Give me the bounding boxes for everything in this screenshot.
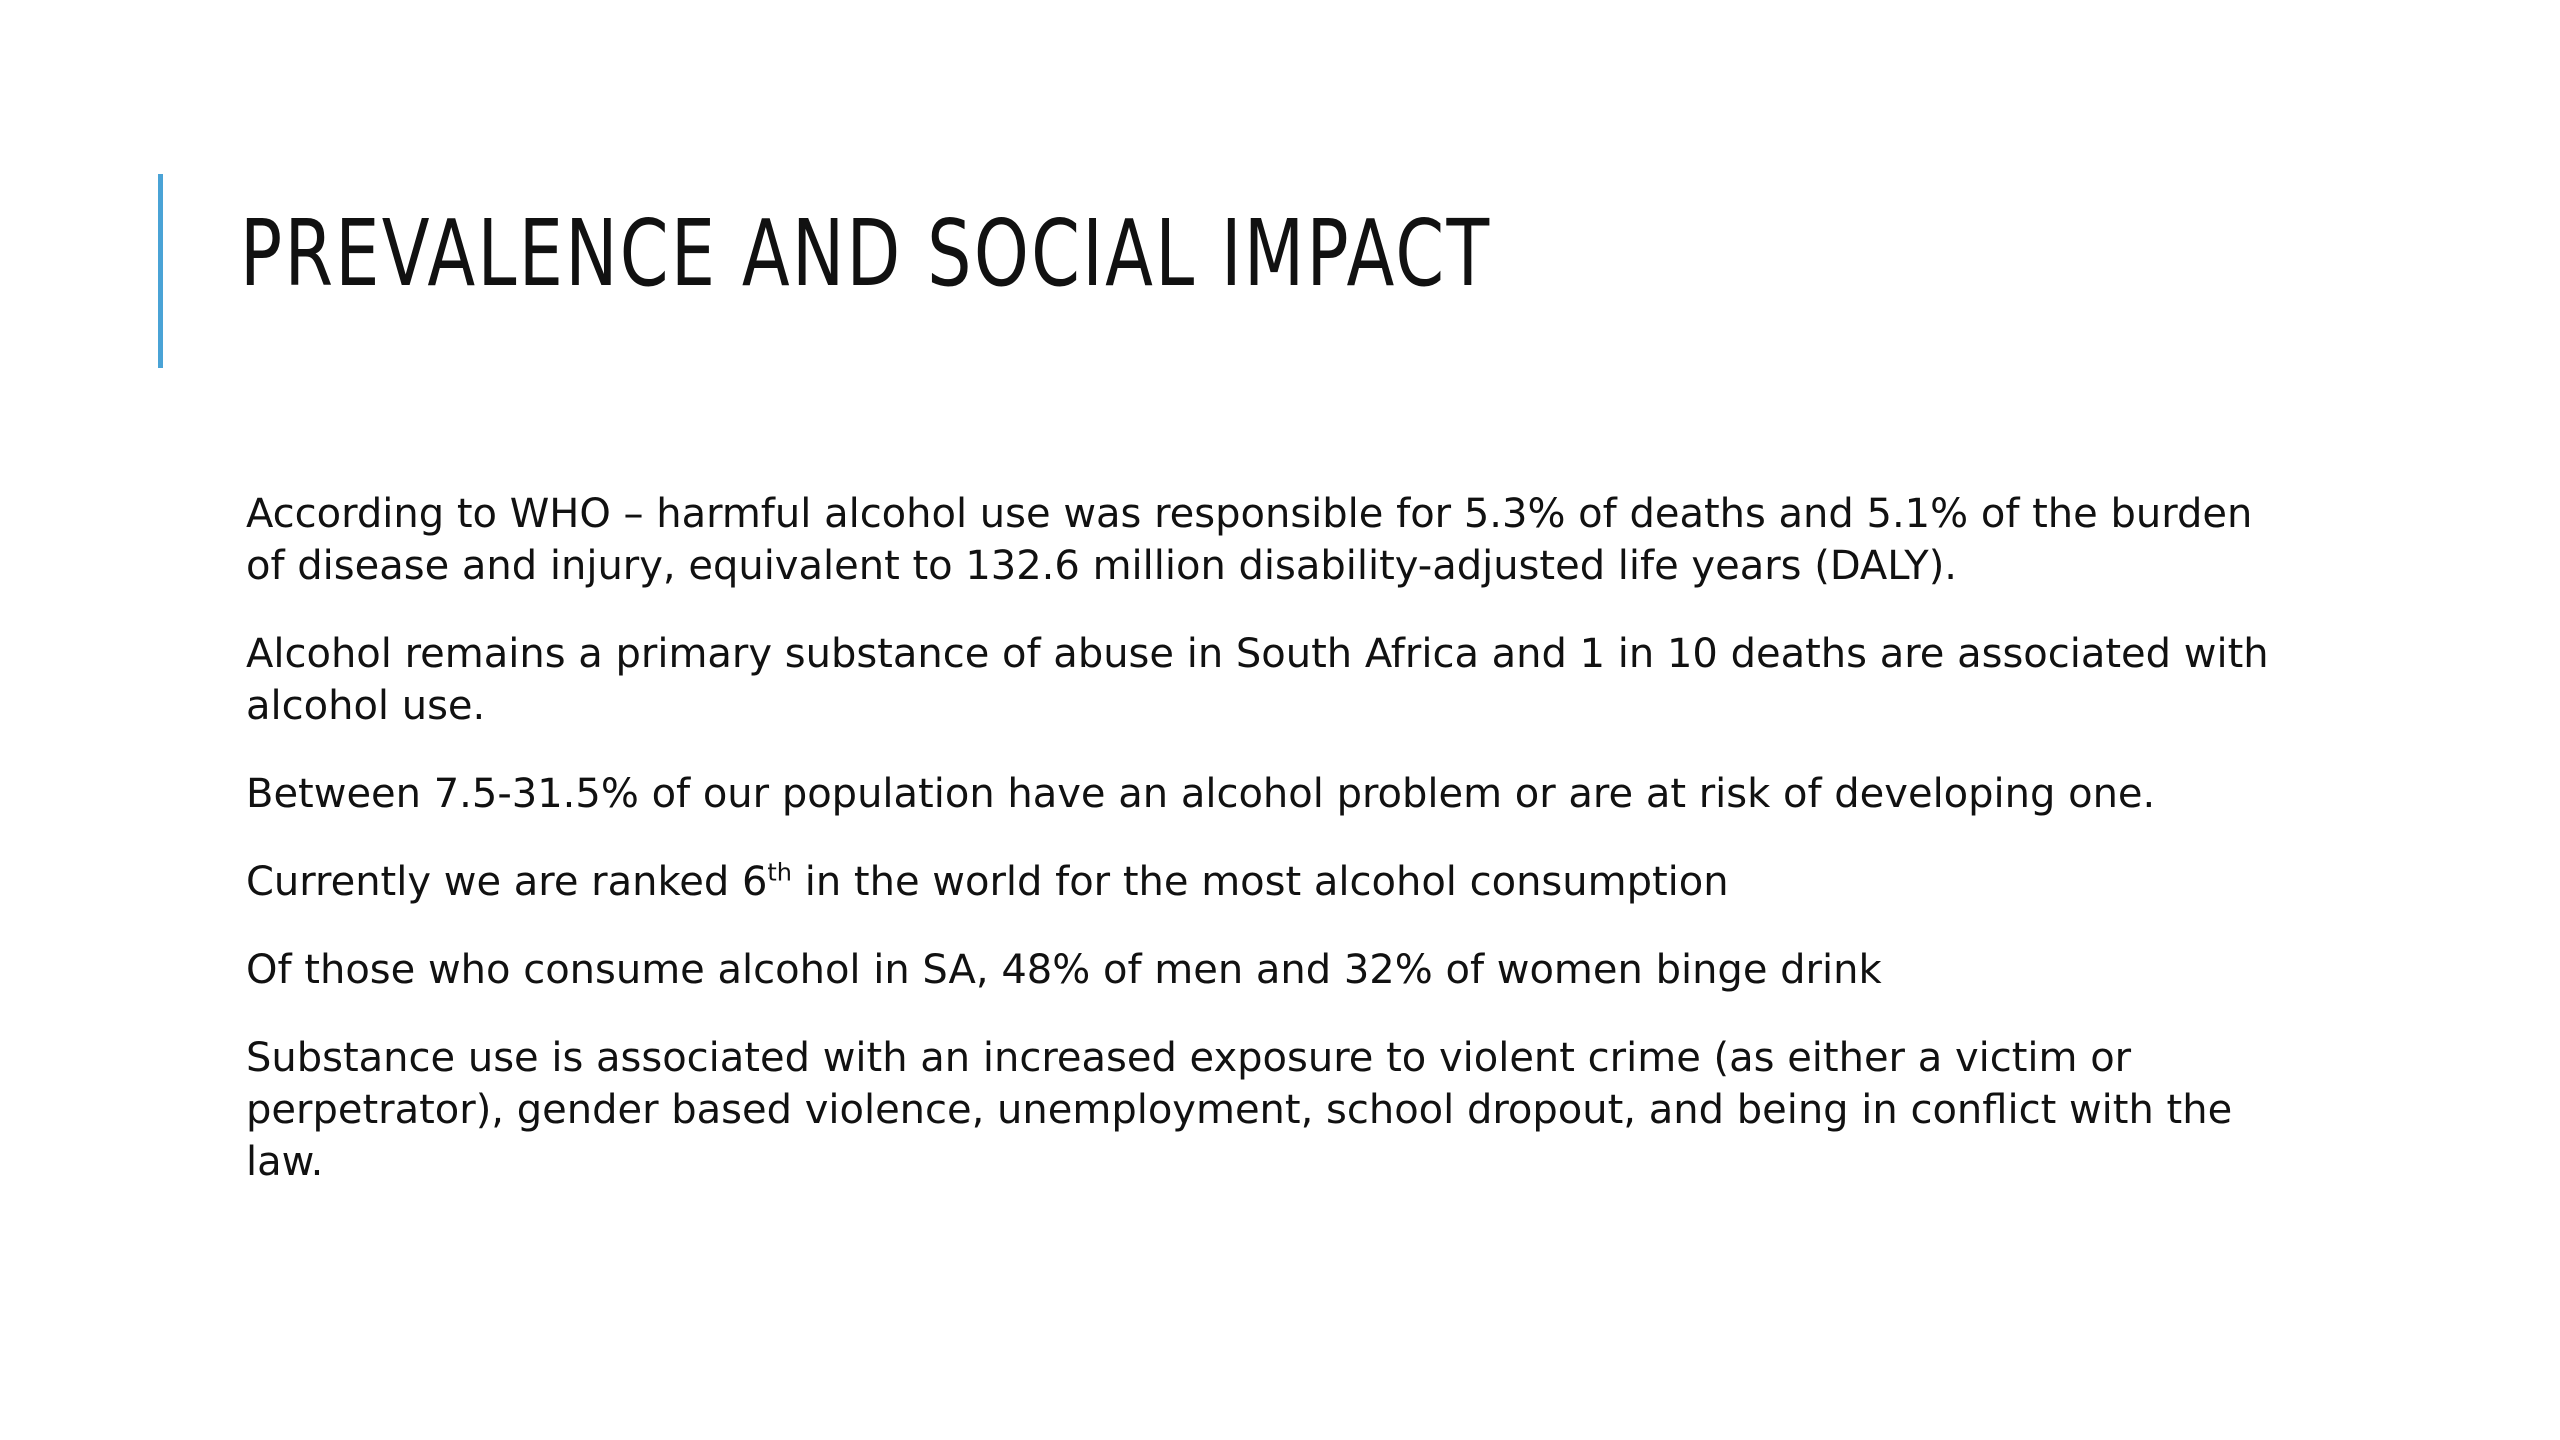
paragraph-social-impact: Substance use is associated with an increased exposure to violent crime (as either a victim or perpetrator), gender based violence, unemployment, school dropout, and being in conflict with the law.	[246, 1035, 2233, 1185]
slide-title: PREVALENCE AND SOCIAL IMPACT	[240, 200, 1492, 307]
paragraph-world-ranking	[246, 856, 2286, 908]
paragraph-population-risk: Between 7.5-31.5% of our population have an alcohol problem or are at risk of developing one.	[246, 771, 2156, 817]
paragraph-binge-drinking: Of those who consume alcohol in SA, 48% of men and 32% of women binge drink	[246, 947, 1882, 993]
ranking-text-before: Currently we are ranked 6	[246, 859, 768, 905]
paragraph-who-statistics: According to WHO – harmful alcohol use was responsible for 5.3% of deaths and 5.1% of the burden of disease and injury, equivalent to 132.6 million disability-adjusted life years (DALY).	[246, 491, 2253, 589]
ranking-ordinal-suffix: th	[767, 858, 793, 887]
ranking-text-after: in the world for the most alcohol consumption	[792, 859, 1729, 905]
slide-body	[246, 488, 2286, 1224]
paragraph-south-africa-deaths: Alcohol remains a primary substance of abuse in South Africa and 1 in 10 deaths are associated with alcohol use.	[246, 631, 2269, 729]
title-accent-bar	[158, 174, 163, 368]
